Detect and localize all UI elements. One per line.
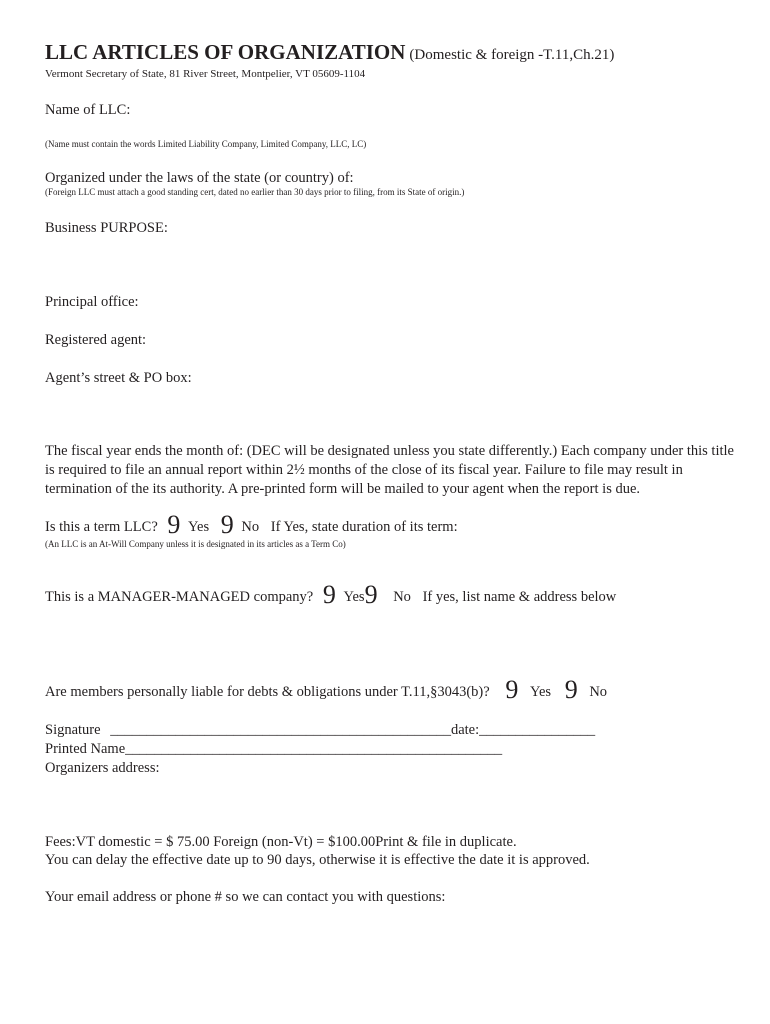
manager-yes-checkbox[interactable]: 9 — [322, 580, 336, 609]
term-no-checkbox[interactable]: 9 — [220, 510, 234, 539]
term-llc-note: (An LLC is an At-Will Company unless it is designated in its articles as a Term Co) — [45, 539, 346, 549]
liability-no-checkbox[interactable]: 9 — [564, 675, 578, 704]
organizers-address-label: Organizers address: — [45, 760, 160, 776]
agent-address-label: Agent’s street & PO box: — [45, 370, 192, 386]
liability-yes-checkbox[interactable]: 9 — [505, 675, 519, 704]
printed-name-row — [45, 741, 502, 758]
liability-row — [45, 675, 607, 705]
signature-row — [45, 722, 595, 739]
form-title: LLC ARTICLES OF ORGANIZATION — [45, 40, 406, 64]
printed-name-field[interactable]: ____________________________________________________ — [125, 741, 503, 757]
organized-under-note: (Foreign LLC must attach a good standing cert, dated no earlier than 30 days prior to filing, from its State of origin.) — [45, 187, 465, 197]
contact-label: Your email address or phone # so we can contact you with questions: — [45, 889, 446, 905]
term-llc-row — [45, 510, 458, 540]
effective-date-line: You can delay the effective date up to 90 days, otherwise it is effective the date it is approved. — [45, 852, 590, 868]
fiscal-year-paragraph: The fiscal year ends the month of: (DEC will be designated unless you state differently.) Each company under this title is required to file an annual report within 2½ months of the close of its fiscal year. Failure to file may result in termination of the its authority. A pre-printed form will be mailed to your agent when the report is due. — [45, 443, 734, 497]
page-title — [45, 40, 614, 65]
organized-under-label: Organized under the laws of the state (or country) of: — [45, 170, 354, 186]
term-no-label: No — [241, 519, 260, 535]
business-purpose-label: Business PURPOSE: — [45, 220, 168, 236]
manager-managed-row — [45, 580, 616, 610]
term-yes-checkbox[interactable]: 9 — [167, 510, 181, 539]
fees-line: Fees:VT domestic = $ 75.00 Foreign (non-Vt) = $100.00Print & file in duplicate. — [45, 834, 517, 850]
manager-followup: If yes, list name & address below — [422, 589, 617, 605]
signature-field[interactable]: _______________________________________________ — [110, 722, 451, 738]
registered-agent-label: Registered agent: — [45, 332, 147, 348]
term-duration-label: If Yes, state duration of its term: — [270, 519, 458, 535]
manager-no-checkbox[interactable]: 9 — [364, 580, 378, 609]
printed-name-label: Printed Name — [45, 741, 126, 757]
name-of-llc-note: (Name must contain the words Limited Liability Company, Limited Company, LLC, LC) — [45, 139, 367, 149]
signature-label: Signature — [45, 722, 101, 738]
name-of-llc-label: Name of LLC: — [45, 102, 131, 118]
principal-office-label: Principal office: — [45, 294, 139, 310]
date-field[interactable]: ________________ — [479, 722, 596, 738]
manager-yes-label: Yes — [343, 589, 365, 605]
manager-no-label: No — [393, 589, 411, 605]
liability-no-label: No — [589, 684, 608, 700]
liability-question: Are members personally liable for debts & obligations under T.11,§3043(b)? — [45, 684, 490, 700]
liability-yes-label: Yes — [529, 684, 552, 700]
term-llc-question: Is this a term LLC? — [45, 519, 158, 535]
manager-question: This is a MANAGER-MANAGED company? — [45, 589, 314, 605]
office-address: Vermont Secretary of State, 81 River Street, Montpelier, VT 05609-1104 — [45, 68, 366, 80]
term-yes-label: Yes — [188, 519, 210, 535]
date-label: date: — [450, 722, 480, 738]
form-title-suffix: (Domestic & foreign -T.11,Ch.21) — [409, 47, 615, 63]
